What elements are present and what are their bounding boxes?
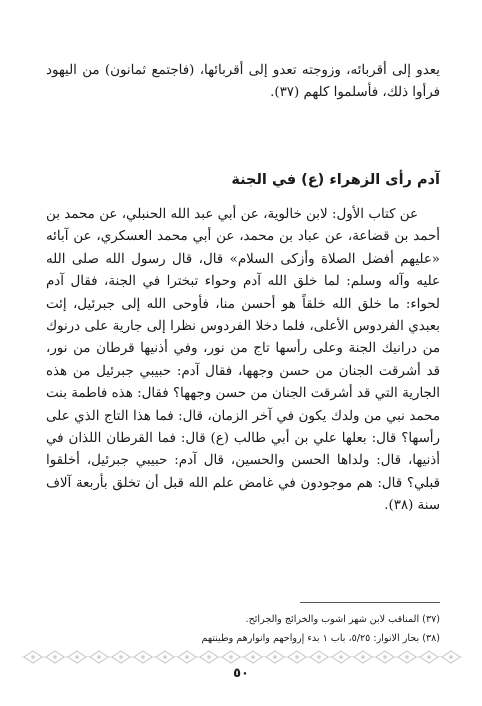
section-body — [46, 204, 440, 518]
section-heading: آدم رأى الزهراء (ع) في الجنة — [231, 172, 440, 188]
body-paragraph: عن كتاب الأول: لابن خالوية، عن أبي عبد الله الحنبلي، عن محمد بن أحمد بن قضاعة، عن عباد بن محمد، عن أبي محمد العسكري، عن آبائه «عليهم أفضل الصلاة وأزكى السلام» قال، قال رسول الله صلى الله عليه وآله وسلم: لما خلق الله آدم وحواء تبخترا في الجنة، فقال آدم لحواء: ما خلق الله خلقاً هو أحسن منا، فأوحى الله إلى جبرئيل، إئت بعبدي الفردوس الأعلى، فلما دخلا الفردوس نظرا إلى جارية على درنوك من درانيك الجنة وعلى رأسها تاج من نور، وفي أذنيها قرطان من نور، قد أشرقت الجنان من حسن وجهها، فقال آدم: حبيبي جبرئيل من هذه الجارية التي قد أشرقت الجنان من حسن وجهها؟ فقال: هذه فاطمة بنت محمد نبي من ولدك يكون في آخر الزمان، قال: فما هذا التاج الذي على رأسها؟ قال: بعلها علي بن أبي طالب (ع) قال: فما القرطان اللذان في أذنيها، قال: ولداها الحسن والحسين، قال آدم: حبيبي جبرئيل، أخلقوا قبلي؟ قال: هم موجودون في غامض علم الله قبل أن تخلق بأربعة آلاف سنة (٣٨). — [46, 207, 440, 514]
footnote-divider — [300, 602, 440, 603]
footnote: (٣٧) المناقب لابن شهر اشوب والخرائج والجرائح. — [245, 614, 440, 625]
decorative-border — [22, 650, 462, 664]
footnote: (٣٨) بحار الانوار: ٥/٢٥، باب ١ بدء إرواحهم وانوارهم وطينتهم — [201, 633, 440, 644]
intro-text: يعدو إلى أقربائه، وزوجته تعدو إلى أقربائها، (فاجتمع ثمانون) من اليهود فرأوا ذلك، فأسلموا كلهم (٣٧). — [46, 63, 440, 101]
intro-paragraph — [46, 60, 440, 105]
footnotes — [40, 610, 440, 648]
page-number: ٥٠ — [233, 666, 249, 681]
